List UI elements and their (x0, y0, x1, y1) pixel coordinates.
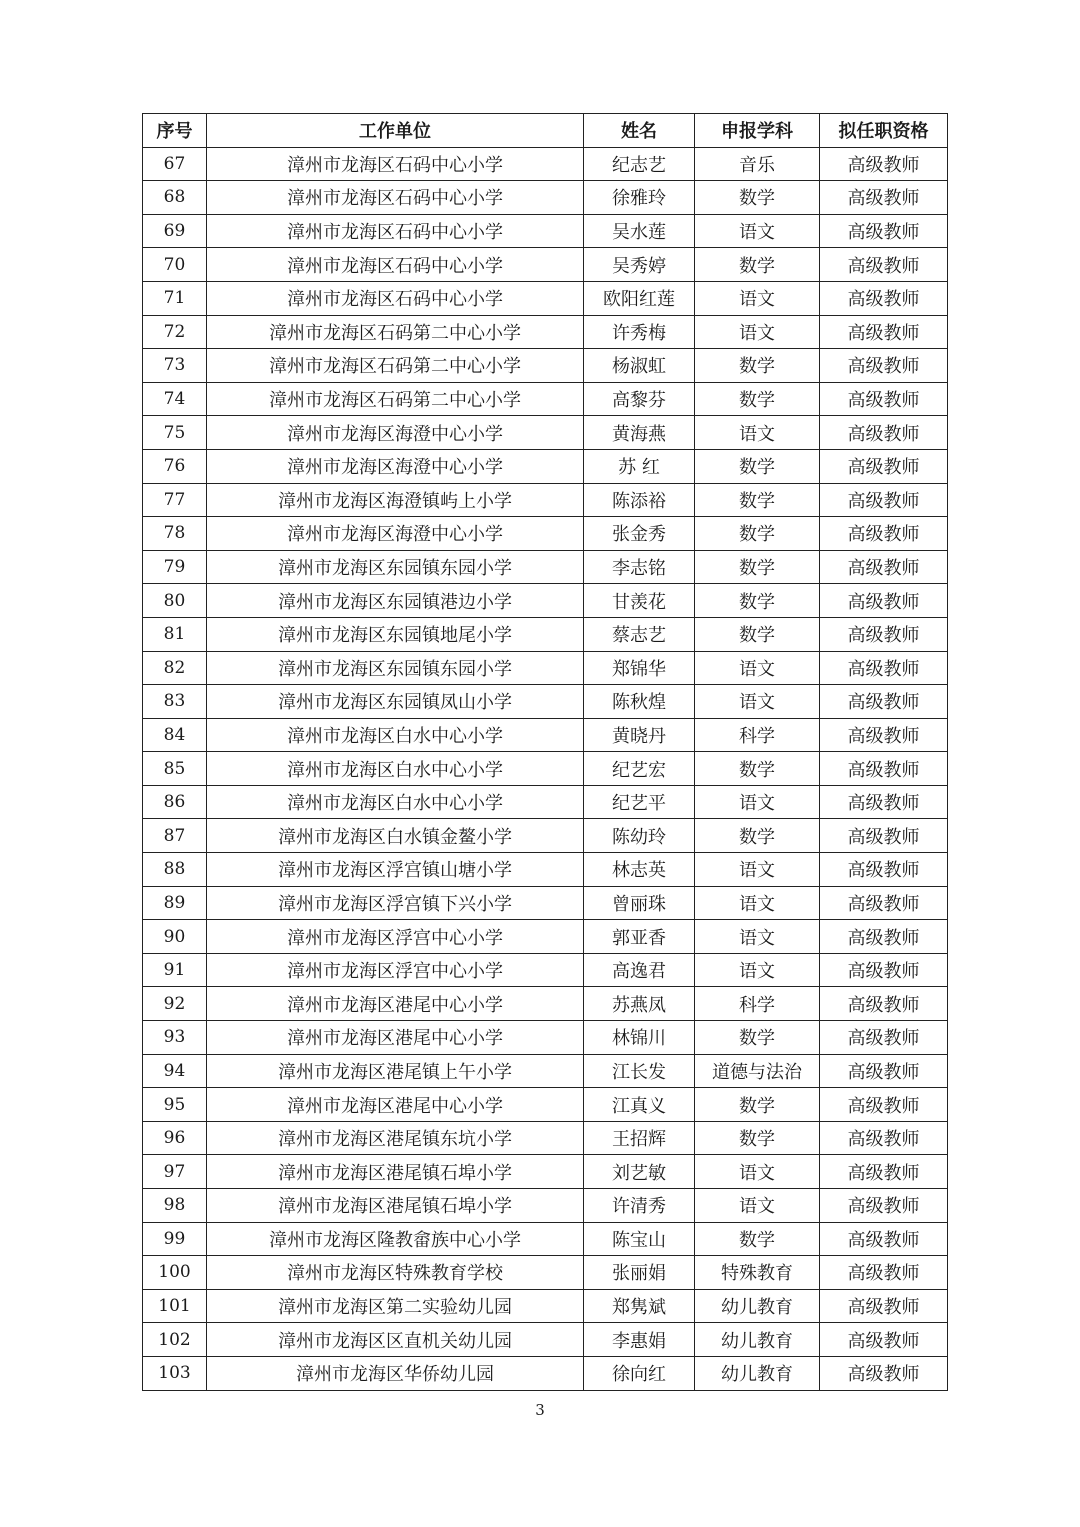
table-row (143, 382, 948, 416)
cell-subject: 幼儿教育 (695, 1356, 820, 1390)
cell-qualification: 高级教师 (820, 785, 948, 819)
cell-serial: 97 (143, 1155, 207, 1189)
cell-qualification: 高级教师 (820, 886, 948, 920)
cell-workplace: 漳州市龙海区港尾镇石埠小学 (207, 1189, 584, 1223)
cell-subject: 音乐 (695, 147, 820, 181)
table-row (143, 1222, 948, 1256)
cell-subject: 数学 (695, 181, 820, 215)
cell-name: 高逸君 (584, 953, 695, 987)
cell-qualification: 高级教师 (820, 1088, 948, 1122)
cell-subject: 数学 (695, 752, 820, 786)
cell-qualification: 高级教师 (820, 1054, 948, 1088)
cell-qualification: 高级教师 (820, 1121, 948, 1155)
cell-workplace: 漳州市龙海区石码中心小学 (207, 281, 584, 315)
cell-subject: 幼儿教育 (695, 1289, 820, 1323)
cell-subject: 语文 (695, 416, 820, 450)
cell-workplace: 漳州市龙海区东园镇地尾小学 (207, 617, 584, 651)
cell-workplace: 漳州市龙海区海澄镇屿上小学 (207, 483, 584, 517)
cell-serial: 98 (143, 1189, 207, 1223)
table-row (143, 920, 948, 954)
cell-serial: 84 (143, 718, 207, 752)
cell-name: 陈秋煌 (584, 685, 695, 719)
cell-qualification: 高级教师 (820, 517, 948, 551)
table-row (143, 651, 948, 685)
cell-name: 陈添裕 (584, 483, 695, 517)
cell-name: 张金秀 (584, 517, 695, 551)
cell-serial: 67 (143, 147, 207, 181)
cell-name: 江长发 (584, 1054, 695, 1088)
cell-subject: 语文 (695, 214, 820, 248)
cell-name: 陈幼玲 (584, 819, 695, 853)
table-row (143, 617, 948, 651)
cell-subject: 特殊教育 (695, 1256, 820, 1290)
cell-subject: 语文 (695, 886, 820, 920)
cell-name: 高黎芬 (584, 382, 695, 416)
table-row (143, 1121, 948, 1155)
table-row (143, 248, 948, 282)
table-row (143, 550, 948, 584)
cell-name: 江真义 (584, 1088, 695, 1122)
cell-subject: 数学 (695, 248, 820, 282)
cell-qualification: 高级教师 (820, 1189, 948, 1223)
cell-name: 李惠娟 (584, 1323, 695, 1357)
cell-qualification: 高级教师 (820, 449, 948, 483)
table-row (143, 1088, 948, 1122)
cell-qualification: 高级教师 (820, 584, 948, 618)
header-row (143, 114, 948, 148)
cell-subject: 数学 (695, 382, 820, 416)
table-body (143, 147, 948, 1390)
cell-qualification: 高级教师 (820, 1155, 948, 1189)
cell-qualification: 高级教师 (820, 987, 948, 1021)
cell-serial: 86 (143, 785, 207, 819)
cell-workplace: 漳州市龙海区隆教畲族中心小学 (207, 1222, 584, 1256)
cell-workplace: 漳州市龙海区区直机关幼儿园 (207, 1323, 584, 1357)
cell-name: 徐向红 (584, 1356, 695, 1390)
cell-workplace: 漳州市龙海区海澄中心小学 (207, 416, 584, 450)
cell-serial: 79 (143, 550, 207, 584)
cell-qualification: 高级教师 (820, 1323, 948, 1357)
cell-name: 杨淑虹 (584, 349, 695, 383)
cell-workplace: 漳州市龙海区白水中心小学 (207, 752, 584, 786)
cell-qualification: 高级教师 (820, 920, 948, 954)
cell-serial: 71 (143, 281, 207, 315)
cell-serial: 82 (143, 651, 207, 685)
cell-workplace: 漳州市龙海区港尾中心小学 (207, 1088, 584, 1122)
cell-qualification: 高级教师 (820, 1021, 948, 1055)
cell-serial: 80 (143, 584, 207, 618)
cell-subject: 数学 (695, 819, 820, 853)
cell-qualification: 高级教师 (820, 617, 948, 651)
cell-workplace: 漳州市龙海区港尾镇东坑小学 (207, 1121, 584, 1155)
cell-name: 许清秀 (584, 1189, 695, 1223)
table-row (143, 147, 948, 181)
cell-workplace: 漳州市龙海区白水镇金鳌小学 (207, 819, 584, 853)
cell-qualification: 高级教师 (820, 315, 948, 349)
table-row (143, 886, 948, 920)
cell-qualification: 高级教师 (820, 248, 948, 282)
table-row (143, 1155, 948, 1189)
table-row (143, 349, 948, 383)
table-row (143, 718, 948, 752)
cell-subject: 科学 (695, 718, 820, 752)
cell-qualification: 高级教师 (820, 752, 948, 786)
header-subject: 申报学科 (695, 114, 820, 148)
cell-workplace: 漳州市龙海区港尾镇上午小学 (207, 1054, 584, 1088)
cell-qualification: 高级教师 (820, 382, 948, 416)
cell-workplace: 漳州市龙海区石码中心小学 (207, 147, 584, 181)
table-row (143, 517, 948, 551)
cell-workplace: 漳州市龙海区石码第二中心小学 (207, 315, 584, 349)
cell-subject: 语文 (695, 651, 820, 685)
cell-qualification: 高级教师 (820, 1289, 948, 1323)
cell-name: 张丽娟 (584, 1256, 695, 1290)
cell-serial: 99 (143, 1222, 207, 1256)
teacher-table (142, 113, 948, 1391)
cell-workplace: 漳州市龙海区浮宫镇山塘小学 (207, 853, 584, 887)
table-row (143, 752, 948, 786)
cell-serial: 75 (143, 416, 207, 450)
cell-subject: 数学 (695, 1021, 820, 1055)
table-row (143, 1021, 948, 1055)
cell-subject: 数学 (695, 449, 820, 483)
cell-name: 吴秀婷 (584, 248, 695, 282)
cell-subject: 数学 (695, 584, 820, 618)
cell-serial: 81 (143, 617, 207, 651)
cell-workplace: 漳州市龙海区石码第二中心小学 (207, 349, 584, 383)
cell-workplace: 漳州市龙海区石码中心小学 (207, 248, 584, 282)
table-row (143, 1256, 948, 1290)
cell-workplace: 漳州市龙海区浮宫中心小学 (207, 920, 584, 954)
cell-serial: 89 (143, 886, 207, 920)
cell-name: 纪艺宏 (584, 752, 695, 786)
cell-qualification: 高级教师 (820, 550, 948, 584)
table-row (143, 181, 948, 215)
cell-name: 郑隽斌 (584, 1289, 695, 1323)
cell-subject: 数学 (695, 1088, 820, 1122)
table-row (143, 483, 948, 517)
cell-name: 曾丽珠 (584, 886, 695, 920)
cell-subject: 语文 (695, 1189, 820, 1223)
cell-qualification: 高级教师 (820, 853, 948, 887)
cell-subject: 科学 (695, 987, 820, 1021)
cell-serial: 90 (143, 920, 207, 954)
table-row (143, 315, 948, 349)
cell-serial: 100 (143, 1256, 207, 1290)
cell-workplace: 漳州市龙海区海澄中心小学 (207, 517, 584, 551)
cell-serial: 91 (143, 953, 207, 987)
header-serial: 序号 (143, 114, 207, 148)
header-qualification: 拟任职资格 (820, 114, 948, 148)
cell-serial: 87 (143, 819, 207, 853)
cell-workplace: 漳州市龙海区石码第二中心小学 (207, 382, 584, 416)
table-row (143, 1323, 948, 1357)
cell-workplace: 漳州市龙海区白水中心小学 (207, 718, 584, 752)
cell-subject: 语文 (695, 1155, 820, 1189)
cell-serial: 76 (143, 449, 207, 483)
cell-workplace: 漳州市龙海区浮宫镇下兴小学 (207, 886, 584, 920)
cell-name: 苏 红 (584, 449, 695, 483)
cell-qualification: 高级教师 (820, 281, 948, 315)
table-row (143, 449, 948, 483)
cell-serial: 92 (143, 987, 207, 1021)
cell-serial: 74 (143, 382, 207, 416)
cell-serial: 83 (143, 685, 207, 719)
table-row (143, 987, 948, 1021)
cell-name: 黄晓丹 (584, 718, 695, 752)
cell-serial: 102 (143, 1323, 207, 1357)
cell-name: 徐雅玲 (584, 181, 695, 215)
cell-name: 许秀梅 (584, 315, 695, 349)
cell-serial: 70 (143, 248, 207, 282)
cell-qualification: 高级教师 (820, 819, 948, 853)
table-row (143, 1189, 948, 1223)
cell-qualification: 高级教师 (820, 1256, 948, 1290)
cell-subject: 语文 (695, 785, 820, 819)
cell-serial: 72 (143, 315, 207, 349)
cell-subject: 语文 (695, 920, 820, 954)
table-row (143, 819, 948, 853)
cell-qualification: 高级教师 (820, 214, 948, 248)
cell-qualification: 高级教师 (820, 483, 948, 517)
table-row (143, 281, 948, 315)
cell-name: 吴水莲 (584, 214, 695, 248)
cell-subject: 语文 (695, 953, 820, 987)
cell-name: 王招辉 (584, 1121, 695, 1155)
cell-serial: 73 (143, 349, 207, 383)
table-row (143, 1356, 948, 1390)
cell-subject: 语文 (695, 315, 820, 349)
cell-serial: 77 (143, 483, 207, 517)
cell-name: 苏燕凤 (584, 987, 695, 1021)
table-row (143, 214, 948, 248)
cell-serial: 96 (143, 1121, 207, 1155)
cell-qualification: 高级教师 (820, 651, 948, 685)
cell-workplace: 漳州市龙海区东园镇港边小学 (207, 584, 584, 618)
header-workplace: 工作单位 (207, 114, 584, 148)
cell-subject: 语文 (695, 685, 820, 719)
table-row (143, 1289, 948, 1323)
cell-name: 甘羡花 (584, 584, 695, 618)
cell-workplace: 漳州市龙海区东园镇东园小学 (207, 550, 584, 584)
cell-serial: 103 (143, 1356, 207, 1390)
cell-workplace: 漳州市龙海区华侨幼儿园 (207, 1356, 584, 1390)
cell-subject: 语文 (695, 281, 820, 315)
cell-workplace: 漳州市龙海区东园镇凤山小学 (207, 685, 584, 719)
cell-name: 蔡志艺 (584, 617, 695, 651)
cell-subject: 数学 (695, 1222, 820, 1256)
cell-subject: 语文 (695, 853, 820, 887)
cell-name: 林志英 (584, 853, 695, 887)
cell-workplace: 漳州市龙海区海澄中心小学 (207, 449, 584, 483)
cell-qualification: 高级教师 (820, 953, 948, 987)
table-row (143, 1054, 948, 1088)
cell-serial: 88 (143, 853, 207, 887)
cell-qualification: 高级教师 (820, 1222, 948, 1256)
cell-qualification: 高级教师 (820, 685, 948, 719)
table-row (143, 785, 948, 819)
cell-workplace: 漳州市龙海区石码中心小学 (207, 214, 584, 248)
table-row (143, 685, 948, 719)
cell-workplace: 漳州市龙海区第二实验幼儿园 (207, 1289, 584, 1323)
cell-serial: 68 (143, 181, 207, 215)
cell-subject: 道德与法治 (695, 1054, 820, 1088)
table-row (143, 584, 948, 618)
cell-subject: 数学 (695, 617, 820, 651)
cell-qualification: 高级教师 (820, 181, 948, 215)
cell-workplace: 漳州市龙海区港尾镇石埠小学 (207, 1155, 584, 1189)
cell-subject: 数学 (695, 1121, 820, 1155)
cell-workplace: 漳州市龙海区浮宫中心小学 (207, 953, 584, 987)
cell-name: 欧阳红莲 (584, 281, 695, 315)
cell-serial: 93 (143, 1021, 207, 1055)
cell-qualification: 高级教师 (820, 1356, 948, 1390)
cell-name: 黄海燕 (584, 416, 695, 450)
cell-workplace: 漳州市龙海区石码中心小学 (207, 181, 584, 215)
cell-qualification: 高级教师 (820, 416, 948, 450)
table-header (143, 114, 948, 148)
table-row (143, 853, 948, 887)
cell-workplace: 漳州市龙海区白水中心小学 (207, 785, 584, 819)
cell-name: 陈宝山 (584, 1222, 695, 1256)
cell-name: 纪志艺 (584, 147, 695, 181)
cell-serial: 69 (143, 214, 207, 248)
cell-subject: 数学 (695, 483, 820, 517)
cell-workplace: 漳州市龙海区特殊教育学校 (207, 1256, 584, 1290)
cell-subject: 数学 (695, 550, 820, 584)
table-row (143, 953, 948, 987)
page-number: 3 (535, 1401, 545, 1419)
cell-qualification: 高级教师 (820, 147, 948, 181)
cell-name: 郑锦华 (584, 651, 695, 685)
cell-workplace: 漳州市龙海区东园镇东园小学 (207, 651, 584, 685)
table-row (143, 416, 948, 450)
cell-subject: 幼儿教育 (695, 1323, 820, 1357)
cell-workplace: 漳州市龙海区港尾中心小学 (207, 987, 584, 1021)
cell-name: 郭亚香 (584, 920, 695, 954)
cell-name: 刘艺敏 (584, 1155, 695, 1189)
cell-qualification: 高级教师 (820, 718, 948, 752)
header-name: 姓名 (584, 114, 695, 148)
cell-subject: 数学 (695, 349, 820, 383)
cell-subject: 数学 (695, 517, 820, 551)
cell-name: 林锦川 (584, 1021, 695, 1055)
cell-name: 纪艺平 (584, 785, 695, 819)
cell-serial: 85 (143, 752, 207, 786)
cell-serial: 101 (143, 1289, 207, 1323)
cell-serial: 94 (143, 1054, 207, 1088)
cell-qualification: 高级教师 (820, 349, 948, 383)
cell-serial: 78 (143, 517, 207, 551)
cell-serial: 95 (143, 1088, 207, 1122)
cell-name: 李志铭 (584, 550, 695, 584)
cell-workplace: 漳州市龙海区港尾中心小学 (207, 1021, 584, 1055)
